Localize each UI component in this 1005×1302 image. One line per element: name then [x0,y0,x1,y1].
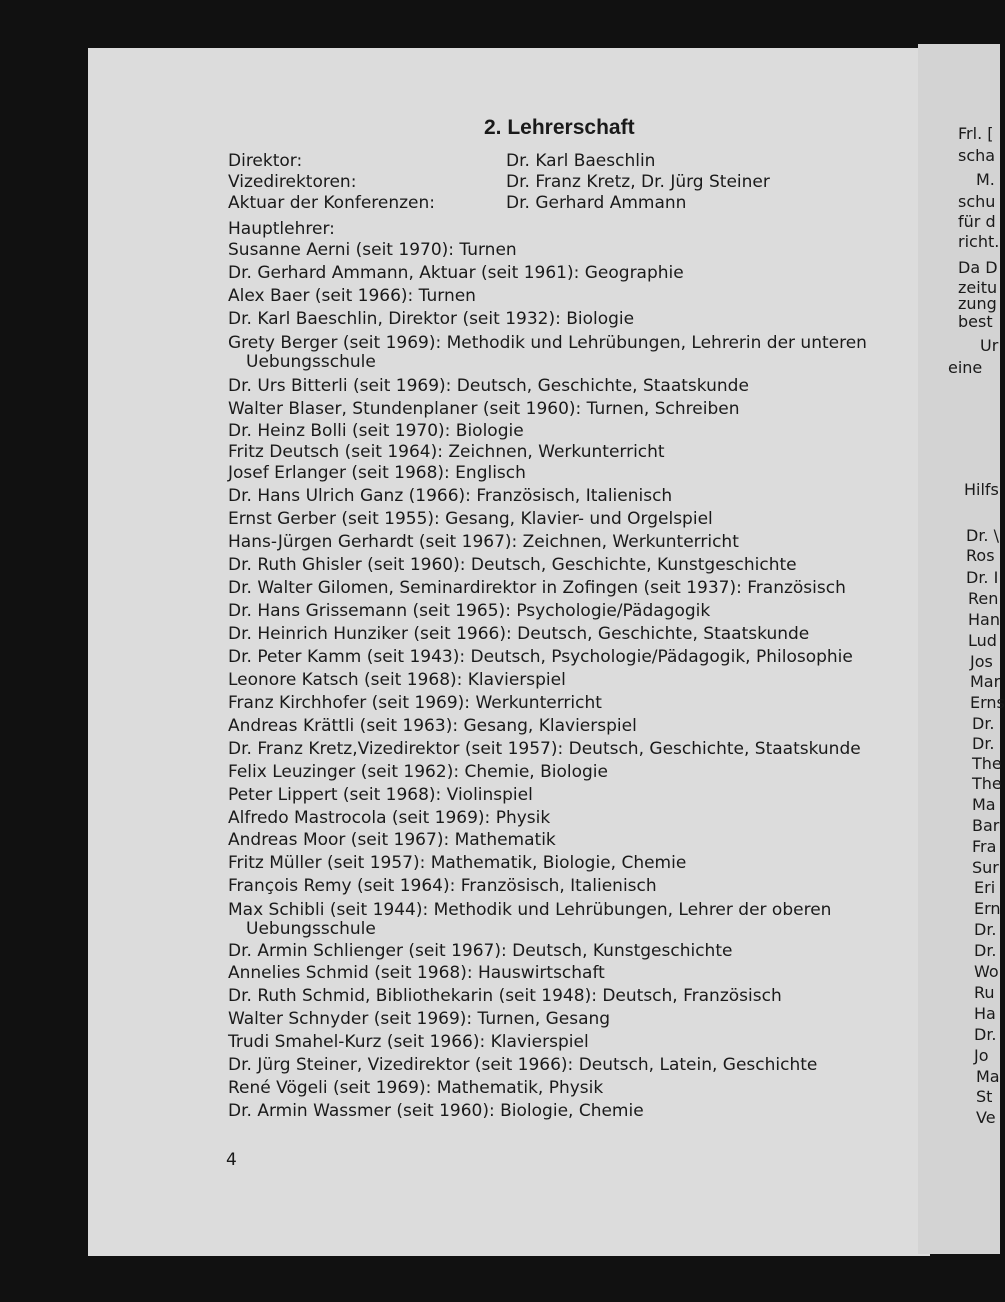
teacher-entry: Franz Kirchhofer (seit 1969): Werkunterricht [228,693,602,713]
teacher-entry: Dr. Hans Grissemann (seit 1965): Psychologie/Pädagogik [228,601,711,621]
officer-name: Dr. Karl Baeschlin [506,151,656,171]
officer-name: Dr. Franz Kretz, Dr. Jürg Steiner [506,172,770,192]
adjacent-text: Jos [970,652,993,671]
adjacent-text: Dr. \ [966,526,999,545]
teacher-entry: Dr. Gerhard Ammann, Aktuar (seit 1961): Geographie [228,263,684,283]
adjacent-text: Dr. [974,1025,997,1044]
teacher-entry: Dr. Heinz Bolli (seit 1970): Biologie [228,421,524,441]
adjacent-text: Fra [972,837,997,856]
teacher-entry: Dr. Armin Schlienger (seit 1967): Deutsch, Kunstgeschichte [228,941,733,961]
teacher-entry: Walter Schnyder (seit 1969): Turnen, Gesang [228,1009,611,1029]
adjacent-text: eine [948,358,983,377]
officer-role: Vizedirektoren: [228,172,357,192]
adjacent-text: richt. [958,232,1000,251]
teacher-entry: Grety Berger (seit 1969): Methodik und Lehrübungen, Lehrerin der unteren [228,333,867,353]
adjacent-text: Ren [968,589,999,608]
teacher-entry: Josef Erlanger (seit 1968): Englisch [228,463,526,483]
adjacent-text: Lud [968,631,997,650]
adjacent-text: The [972,774,1002,793]
adjacent-text: scha [958,146,996,165]
teacher-entry: Dr. Ruth Schmid, Bibliothekarin (seit 1948): Deutsch, Französisch [228,986,782,1006]
teacher-entry: Dr. Ruth Ghisler (seit 1960): Deutsch, Geschichte, Kunstgeschichte [228,555,797,575]
adjacent-page [918,44,1005,1254]
adjacent-text: Sur [972,858,999,877]
teacher-entry: Andreas Moor (seit 1967): Mathematik [228,830,556,850]
adjacent-text: Han [968,610,1000,629]
adjacent-text: St [976,1087,993,1106]
adjacent-text: Ma [976,1067,1000,1086]
teacher-entry: Felix Leuzinger (seit 1962): Chemie, Biologie [228,762,608,782]
adjacent-text: Bar [972,816,1000,835]
officer-role: Direktor: [228,151,303,171]
adjacent-text: zeitu [958,278,998,297]
teacher-entry-continuation: Uebungsschule [246,352,376,372]
teacher-entry: Walter Blaser, Stundenplaner (seit 1960): Turnen, Schreiben [228,399,740,419]
teacher-entry: René Vögeli (seit 1969): Mathematik, Physik [228,1078,604,1098]
teacher-entry-continuation: Uebungsschule [246,919,376,939]
left-page [88,48,930,1256]
main-teachers-heading: Hauptlehrer: [228,219,335,239]
adjacent-text: Wo [974,962,999,981]
adjacent-text: Ern [974,899,1001,918]
adjacent-text: Ros [966,546,995,565]
adjacent-text: best [958,312,993,331]
teacher-entry: Andreas Krättli (seit 1963): Gesang, Klavierspiel [228,716,637,736]
adjacent-text: Dr. [972,734,995,753]
page-number: 4 [226,1150,237,1170]
adjacent-text: Jo [974,1046,989,1065]
adjacent-text: zung [958,294,997,313]
adjacent-text: Ur [980,336,999,355]
teacher-entry: Fritz Deutsch (seit 1964): Zeichnen, Werkunterricht [228,442,665,462]
adjacent-text: Ha [974,1004,996,1023]
teacher-entry: Annelies Schmid (seit 1968): Hauswirtschaft [228,963,605,983]
teacher-entry: Leonore Katsch (seit 1968): Klavierspiel [228,670,566,690]
teacher-entry: Max Schibli (seit 1944): Methodik und Lehrübungen, Lehrer der oberen [228,900,832,920]
teacher-entry: Susanne Aerni (seit 1970): Turnen [228,240,517,260]
adjacent-text: M. [976,170,995,189]
adjacent-text: Dr. I [966,568,999,587]
teacher-entry: Dr. Jürg Steiner, Vizedirektor (seit 1966): Deutsch, Latein, Geschichte [228,1055,818,1075]
section-title: 2. Lehrerschaft [484,116,635,139]
teacher-entry: François Remy (seit 1964): Französisch, Italienisch [228,876,657,896]
adjacent-text: Dr. [974,920,997,939]
adjacent-text: Eri [974,878,996,897]
teacher-entry: Alfredo Mastrocola (seit 1969): Physik [228,808,551,828]
adjacent-text: Ve [976,1108,996,1127]
adjacent-text: Da D [958,258,998,277]
teacher-entry: Dr. Hans Ulrich Ganz (1966): Französisch, Italienisch [228,486,673,506]
teacher-entry: Trudi Smahel-Kurz (seit 1966): Klavierspiel [228,1032,589,1052]
teacher-entry: Ernst Gerber (seit 1955): Gesang, Klavier- und Orgelspiel [228,509,713,529]
adjacent-text: Hilfs [964,480,999,499]
teacher-entry: Dr. Franz Kretz,Vizedirektor (seit 1957): Deutsch, Geschichte, Staatskunde [228,739,861,759]
officer-name: Dr. Gerhard Ammann [506,193,687,213]
adjacent-text: Erns [970,693,1005,712]
adjacent-text: Ma [972,795,996,814]
teacher-entry: Hans-Jürgen Gerhardt (seit 1967): Zeichnen, Werkunterricht [228,532,739,552]
teacher-entry: Dr. Walter Gilomen, Seminardirektor in Zofingen (seit 1937): Französisch [228,578,846,598]
adjacent-text: für d [958,212,996,231]
adjacent-text: Dr. [972,714,995,733]
teacher-entry: Alex Baer (seit 1966): Turnen [228,286,476,306]
adjacent-text: Mar [970,672,1001,691]
teacher-entry: Dr. Urs Bitterli (seit 1969): Deutsch, Geschichte, Staatskunde [228,376,749,396]
adjacent-text: Frl. [ [958,124,994,143]
teacher-entry: Fritz Müller (seit 1957): Mathematik, Biologie, Chemie [228,853,687,873]
teacher-entry: Peter Lippert (seit 1968): Violinspiel [228,785,533,805]
adjacent-text: The [972,754,1002,773]
teacher-entry: Dr. Peter Kamm (seit 1943): Deutsch, Psychologie/Pädagogik, Philosophie [228,647,853,667]
teacher-entry: Dr. Heinrich Hunziker (seit 1966): Deutsch, Geschichte, Staatskunde [228,624,810,644]
adjacent-text: schu [958,192,996,211]
adjacent-text: Dr. [974,941,997,960]
officer-role: Aktuar der Konferenzen: [228,193,436,213]
teacher-entry: Dr. Armin Wassmer (seit 1960): Biologie, Chemie [228,1101,644,1121]
teacher-entry: Dr. Karl Baeschlin, Direktor (seit 1932): Biologie [228,309,635,329]
adjacent-text: Ru [974,983,995,1002]
